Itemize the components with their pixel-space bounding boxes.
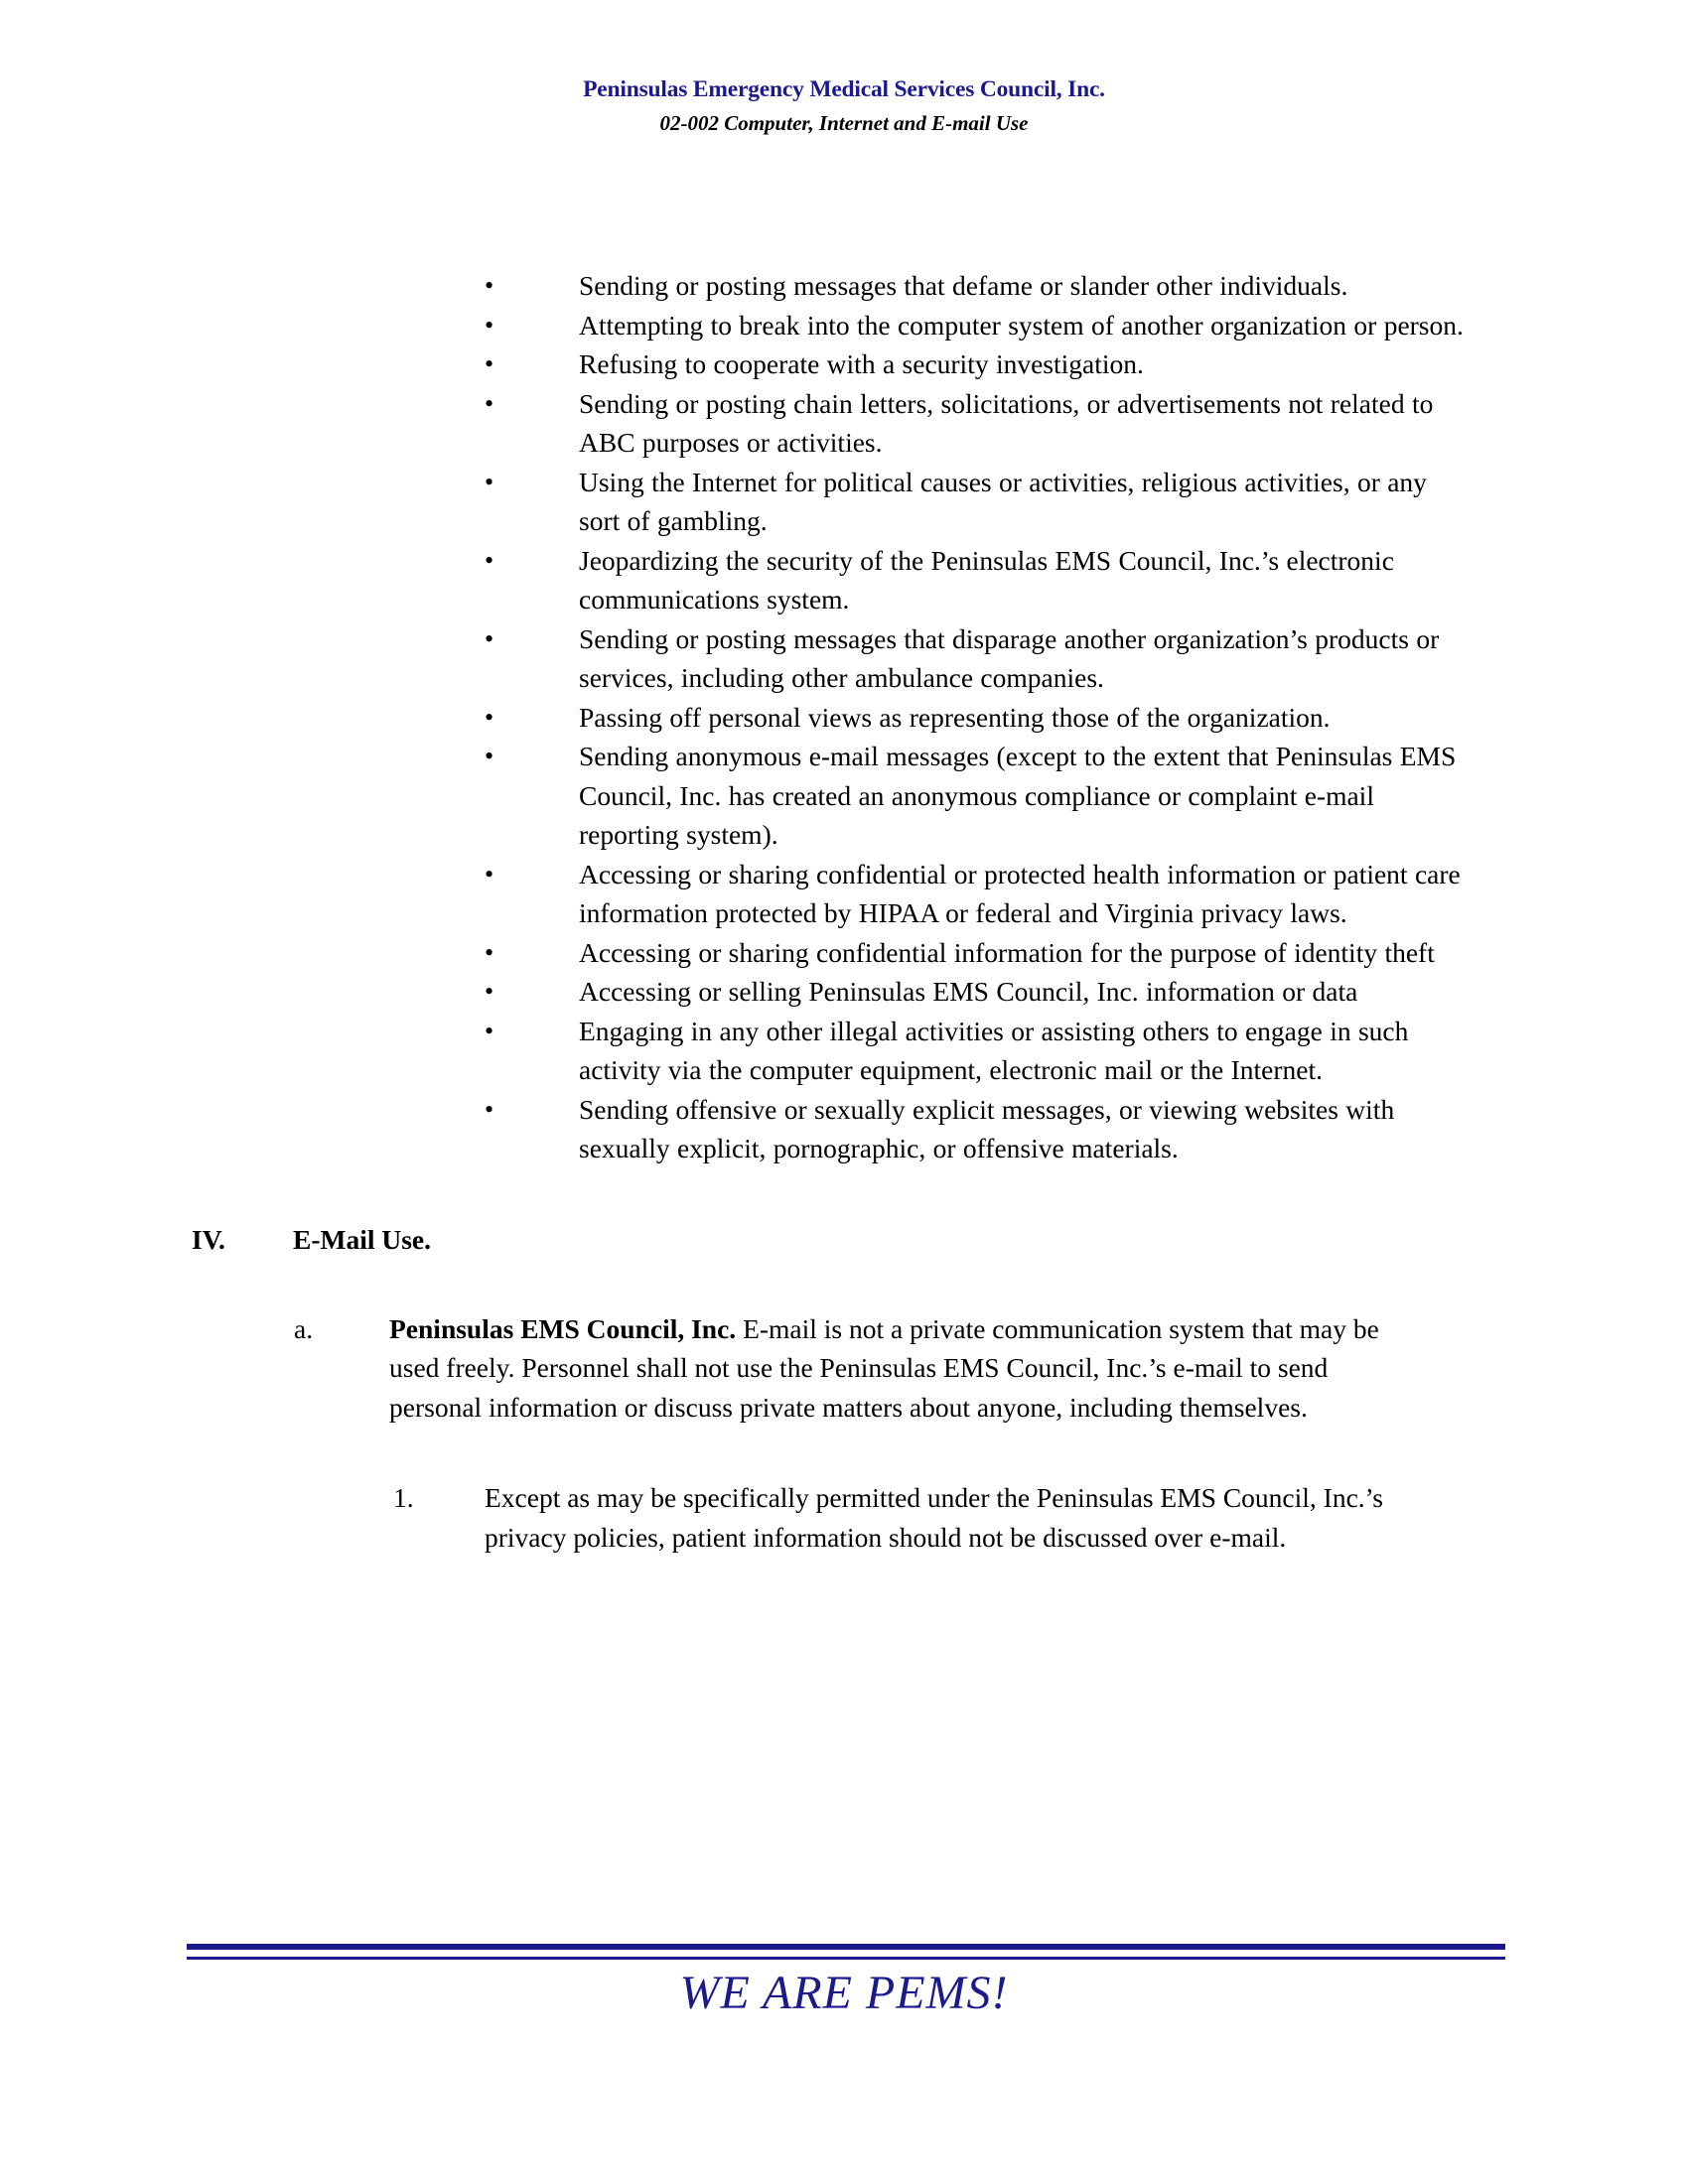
numbered-item-1 <box>0 1478 1688 1557</box>
sub-item-body <box>389 1309 1420 1428</box>
list-item <box>0 266 1688 306</box>
sub-item-lead-bold: Peninsulas EMS Council, Inc. <box>389 1312 737 1344</box>
bullet-icon: • <box>485 388 494 418</box>
section-title: E-Mail Use. <box>293 1223 432 1255</box>
list-item <box>0 855 1688 933</box>
bullet-icon: • <box>485 623 494 653</box>
list-item-text: Accessing or sharing confidential or protected health information or patient care information protected by HIPAA or federal and Virginia privacy laws. <box>579 858 1461 928</box>
section-number: IV. <box>192 1223 225 1255</box>
list-item-text: Jeopardizing the security of the Peninsulas EMS Council, Inc.’s electronic communications system. <box>579 544 1394 614</box>
list-item <box>0 737 1688 855</box>
list-item <box>0 1090 1688 1168</box>
bullet-icon: • <box>485 1094 494 1124</box>
numbered-item-marker: 1. <box>393 1482 414 1513</box>
prohibited-uses-list <box>0 266 1688 1168</box>
list-item <box>0 972 1688 1012</box>
numbered-item-body: Except as may be specifically permitted under the Peninsulas EMS Council, Inc.’s privacy policies, patient information should not be discussed over e-mail. <box>485 1482 1383 1553</box>
list-item <box>0 933 1688 973</box>
sub-item-marker: a. <box>294 1312 314 1344</box>
list-item-text: Sending or posting messages that disparage another organization’s products or services, including other ambulance companies. <box>579 622 1440 693</box>
sub-item-body-text: E-mail is not a private communication system that may be used freely. Personnel shall not use the Peninsulas EMS Council, Inc.’s e-mail to send personal information or discuss private matters about anyone, including themselves. <box>389 1312 1379 1423</box>
organization-title: Peninsulas Emergency Medical Services Council, Inc. <box>583 76 1105 102</box>
bullet-icon: • <box>485 271 494 300</box>
list-item-text: Accessing or sharing confidential information for the purpose of identity theft <box>579 936 1435 968</box>
bullet-icon: • <box>485 702 494 732</box>
list-item-text: Refusing to cooperate with a security investigation. <box>579 348 1144 379</box>
list-item-text: Sending or posting messages that defame or slander other individuals. <box>579 270 1348 301</box>
footer-rule-thin <box>187 1957 1505 1960</box>
document-body <box>0 266 1688 1557</box>
list-item-text: Sending anonymous e-mail messages (except to the extent that Peninsulas EMS Council, Inc. has created an anonymous compliance or complaint e-mail reporting system). <box>579 741 1457 850</box>
bullet-icon: • <box>485 742 494 770</box>
document-subtitle: 02-002 Computer, Internet and E-mail Use <box>659 110 1029 135</box>
list-item <box>0 619 1688 698</box>
list-item <box>0 1012 1688 1090</box>
bullet-icon: • <box>485 1016 494 1045</box>
list-item-text: Accessing or selling Peninsulas EMS Council, Inc. information or data <box>579 976 1358 1007</box>
sub-item-a <box>0 1309 1688 1428</box>
list-item <box>0 344 1688 384</box>
list-item <box>0 463 1688 541</box>
bullet-icon: • <box>485 467 494 496</box>
list-item <box>0 384 1688 463</box>
footer-slogan: WE ARE PEMS! <box>679 1967 1009 2019</box>
list-item-text: Engaging in any other illegal activities or assisting others to engage in such activity via the computer equipment, electronic mail or the Internet. <box>579 1015 1409 1085</box>
list-item <box>0 541 1688 619</box>
document-header <box>0 77 1688 135</box>
footer-rule-thick <box>187 1944 1505 1950</box>
bullet-icon: • <box>485 937 494 967</box>
bullet-icon: • <box>485 859 494 888</box>
list-item <box>0 698 1688 738</box>
bullet-icon: • <box>485 349 494 378</box>
list-item <box>0 306 1688 345</box>
section-heading-iv <box>0 1220 1688 1260</box>
list-item-text: Passing off personal views as representing those of the organization. <box>579 701 1331 733</box>
list-item-text: Sending or posting chain letters, solicitations, or advertisements not related to ABC purposes or activities. <box>579 387 1434 458</box>
list-item-text: Using the Internet for political causes or activities, religious activities, or any sort of gambling. <box>579 466 1427 536</box>
list-item-text: Attempting to break into the computer system of another organization or person. <box>579 309 1464 341</box>
bullet-icon: • <box>485 977 494 1006</box>
bullet-icon: • <box>485 545 494 575</box>
list-item-text: Sending offensive or sexually explicit messages, or viewing websites with sexually explicit, pornographic, or offensive materials. <box>579 1093 1395 1163</box>
bullet-icon: • <box>485 310 494 340</box>
